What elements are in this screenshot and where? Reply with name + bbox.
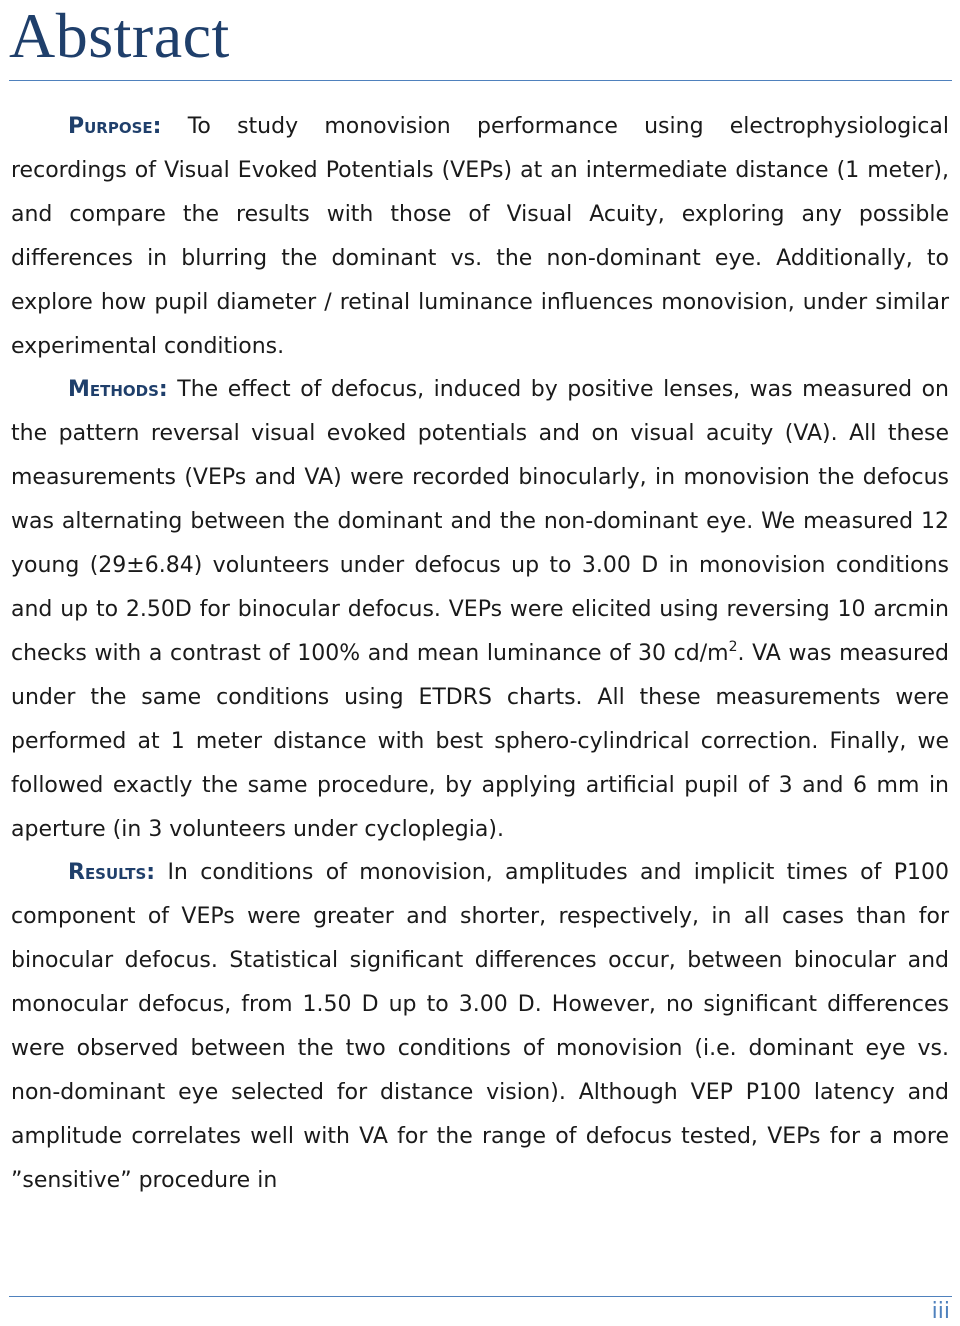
methods-text-part-1: The effect of defocus, induced by positive lenses, was measured on the pattern reversal visual evoked potentials and on visual acuity (VA). All these measurements (VEPs and VA) were recorded binocularly, in monovision the defocus was alternating between the dominant and the non-dominant eye. We measured 12 young (29±6.84) volunteers under defocus up to 3.00 D in monovision conditions and up to 2.50D for binocular defocus. VEPs were elicited using reversing 10 arcmin checks with a contrast of 100% and mean luminance of 30 cd/m (11, 377, 949, 666)
results-text: In conditions of monovision, amplitudes and implicit times of P100 component of VEPs were greater and shorter, respectively, in all cases than for binocular defocus. Statistical significant differences occur, between binocular and monocular defocus, from 1.50 D up to 3.00 D. However, no significant differences were observed between the two conditions of monovision (i.e. dominant eye vs. non-dominant eye selected for distance vision). Although VEP P100 latency and amplitude correlates well with VA for the range of defocus tested, VEPs for a more ”sensitive” procedure in (11, 860, 949, 1193)
methods-paragraph (11, 368, 949, 851)
abstract-body (11, 105, 949, 1203)
footer-divider (9, 1296, 952, 1297)
heading-divider (9, 80, 952, 81)
methods-text-part-2: . VA was measured under the same conditions using ETDRS charts. All these measurements were performed at 1 meter distance with best sphero-cylindrical correction. Finally, we followed exactly the same procedure, by applying artificial pupil of 3 and 6 mm in aperture (in 3 volunteers under cycloplegia). (11, 640, 950, 842)
abstract-heading: Abstract (9, 0, 230, 71)
superscript-two: 2 (728, 638, 738, 655)
purpose-paragraph (11, 105, 949, 368)
methods-label: Methods: (68, 377, 168, 403)
purpose-text: To study monovision performance using electrophysiological recordings of Visual Evoked Potentials (VEPs) at an intermediate distance (1 meter), and compare the results with those of Visual Acuity, exploring any possible differences in blurring the dominant vs. the non-dominant eye. Additionally, to explore how pupil diameter / retinal luminance influences monovision, under similar experimental conditions. (11, 114, 949, 359)
purpose-label: Purpose: (68, 114, 162, 139)
page-number: iii (931, 1299, 950, 1324)
results-paragraph (11, 851, 949, 1202)
results-label: Results: (68, 860, 156, 886)
